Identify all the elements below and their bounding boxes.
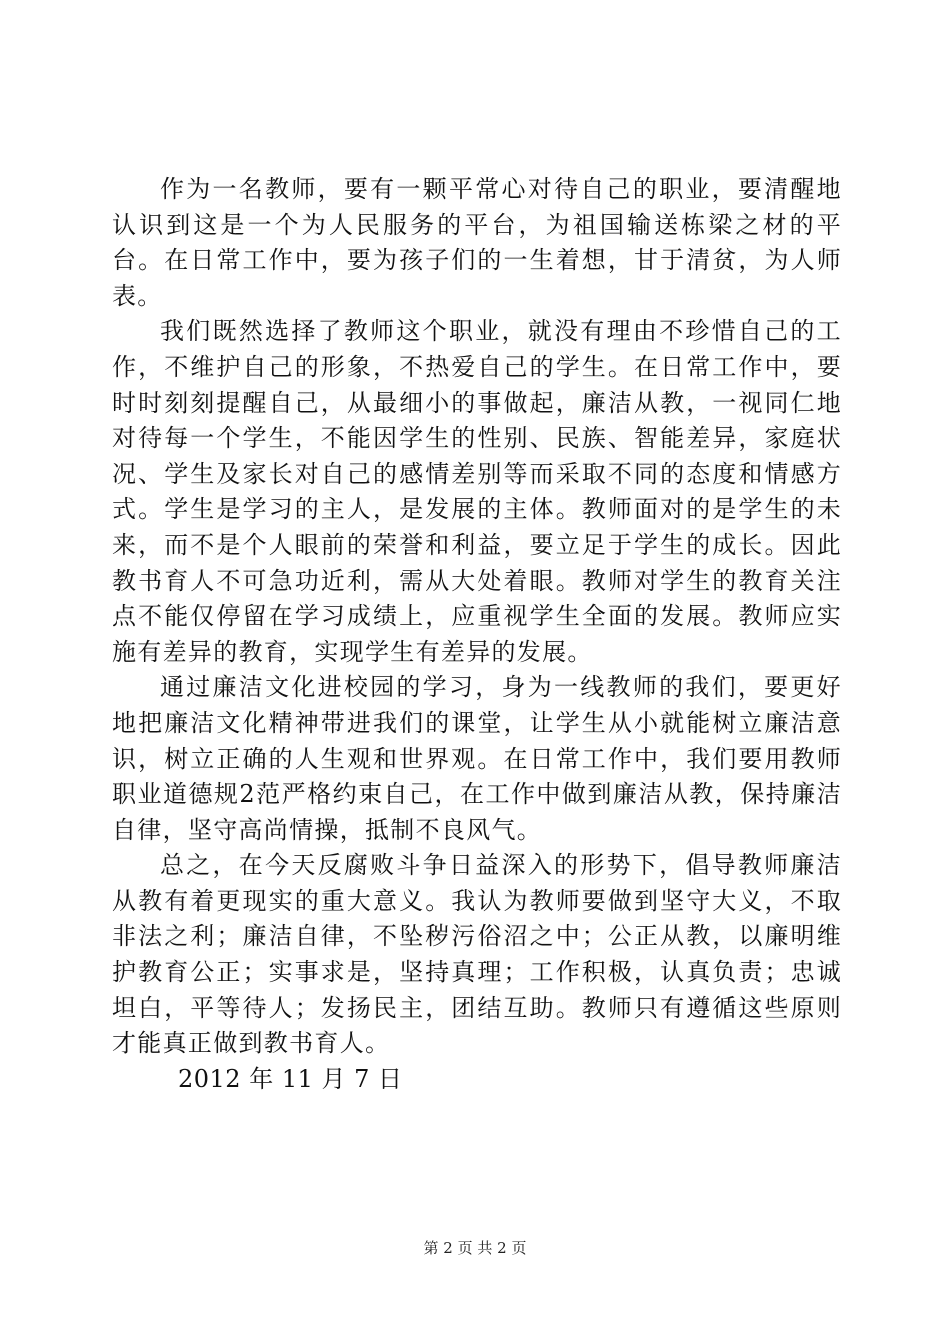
paragraph-2: 我们既然选择了教师这个职业，就没有理由不珍惜自己的工作，不维护自己的形象，不热爱自己的学生。在日常工作中，要时时刻刻提醒自己，从最细小的事做起，廉洁从教，一视同仁地对待每一个学生，不能因学生的性别、民族、智能差异，家庭状况、学生及家长对自己的感情差别等而采取不同的态度和情感方式。学生是学习的主人，是发展的主体。教师面对的是学生的未来，而不是个人眼前的荣誉和利益，要立足于学生的成长。因此教书育人不可急功近利，需从大处着眼。教师对学生的教育关注点不能仅停留在学习成绩上，应重视学生全面的发展。教师应实施有差异的教育，实现学生有差异的发展。 [112,317,842,666]
document-date: 2012 年 11 月 7 日 [178,1064,403,1093]
page-footer: 第 2 页 共 2 页 [423,1239,527,1257]
document-body [112,172,842,1097]
paragraph-4: 总之，在今天反腐败斗争日益深入的形势下，倡导教师廉洁从教有着更现实的重大意义。我认为教师要做到坚守大义，不取非法之利；廉洁自律，不坠秽污俗沼之中；公正从教，以廉明维护教育公正；实事求是，坚持真理；工作积极，认真负责；忠诚坦白，平等待人；发扬民主，团结互助。教师只有遵循这些原则才能真正做到教书育人。 [112,851,842,1058]
paragraph-1: 作为一名教师，要有一颗平常心对待自己的职业，要清醒地认识到这是一个为人民服务的平台，为祖国输送栋梁之材的平台。在日常工作中，要为孩子们的一生着想，甘于清贫，为人师表。 [112,175,842,310]
paragraph-3: 通过廉洁文化进校园的学习，身为一线教师的我们，要更好地把廉洁文化精神带进我们的课堂，让学生从小就能树立廉洁意识，树立正确的人生观和世界观。在日常工作中，我们要用教师职业道德规2范严格约束自己，在工作中做到廉洁从教，保持廉洁自律，坚守高尚情操，抵制不良风气。 [112,673,842,844]
